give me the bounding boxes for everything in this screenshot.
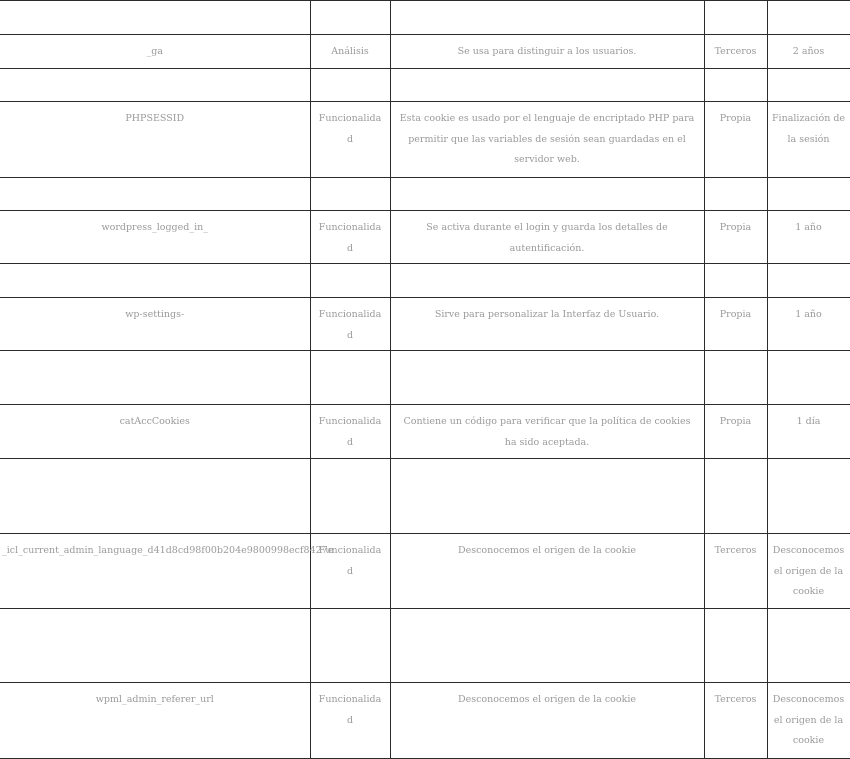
table-row [0,683,850,759]
cookie-type-cell: Funcionalidad [310,211,390,264]
cookie-description-cell: Sirve para personalizar la Interfaz de Usuario. [390,298,704,351]
cookie-name-cell: wp-settings- [0,298,310,351]
cookie-duration-cell: Desconocemos el origen de la cookie [767,534,850,609]
cookie-description-cell: Desconocemos el origen de la cookie [390,534,704,609]
cookie-owner-cell: Propia [704,405,767,459]
table-row [0,211,850,264]
spacer-row [0,351,850,405]
table-row [0,298,850,351]
spacer-row [0,459,850,534]
cookie-type-cell: Funcionalidad [310,683,390,759]
table-row [0,534,850,609]
spacer-row [0,609,850,683]
cookie-owner-cell: Propia [704,211,767,264]
cookie-owner-cell: Terceros [704,35,767,69]
table-row [0,102,850,178]
spacer-row [0,178,850,211]
cookie-description-cell: Esta cookie es usado por el lenguaje de encriptado PHP para permitir que las variables de sesión sean guardadas en el servidor web. [390,102,704,178]
cookie-type-cell: Funcionalidad [310,405,390,459]
cookie-type-cell: Funcionalidad [310,102,390,178]
cookie-duration-cell: 1 año [767,211,850,264]
cookie-type-cell: Análisis [310,35,390,69]
cookie-description-cell: Se activa durante el login y guarda los detalles de autentificación. [390,211,704,264]
cookie-duration-cell: 2 años [767,35,850,69]
cookie-name-cell: wpml_admin_referer_url [0,683,310,759]
cookie-name-cell: catAccCookies [0,405,310,459]
cookie-name-cell: wordpress_logged_in_ [0,211,310,264]
cookie-description-cell: Desconocemos el origen de la cookie [390,683,704,759]
cookie-description-cell: Contiene un código para verificar que la política de cookies ha sido aceptada. [390,405,704,459]
cookie-owner-cell: Propia [704,102,767,178]
cookie-type-cell: Funcionalidad [310,298,390,351]
cookie-owner-cell: Terceros [704,683,767,759]
cookie-owner-cell: Terceros [704,534,767,609]
cookie-duration-cell: Finalización de la sesión [767,102,850,178]
table-row [0,35,850,69]
cookie-owner-cell: Propia [704,298,767,351]
spacer-row [0,1,850,35]
cookie-name-cell: _icl_current_admin_language_d41d8cd98f00b204e9800998ecf8427e [0,534,310,609]
cookie-duration-cell: 1 día [767,405,850,459]
cookie-duration-cell: 1 año [767,298,850,351]
cookie-name-cell: PHPSESSID [0,102,310,178]
spacer-row [0,69,850,102]
spacer-row [0,264,850,298]
cookie-type-cell: Funcionalidad [310,534,390,609]
cookie-name-cell: _ga [0,35,310,69]
cookie-duration-cell: Desconocemos el origen de la cookie [767,683,850,759]
cookie-description-cell: Se usa para distinguir a los usuarios. [390,35,704,69]
table-row [0,405,850,459]
